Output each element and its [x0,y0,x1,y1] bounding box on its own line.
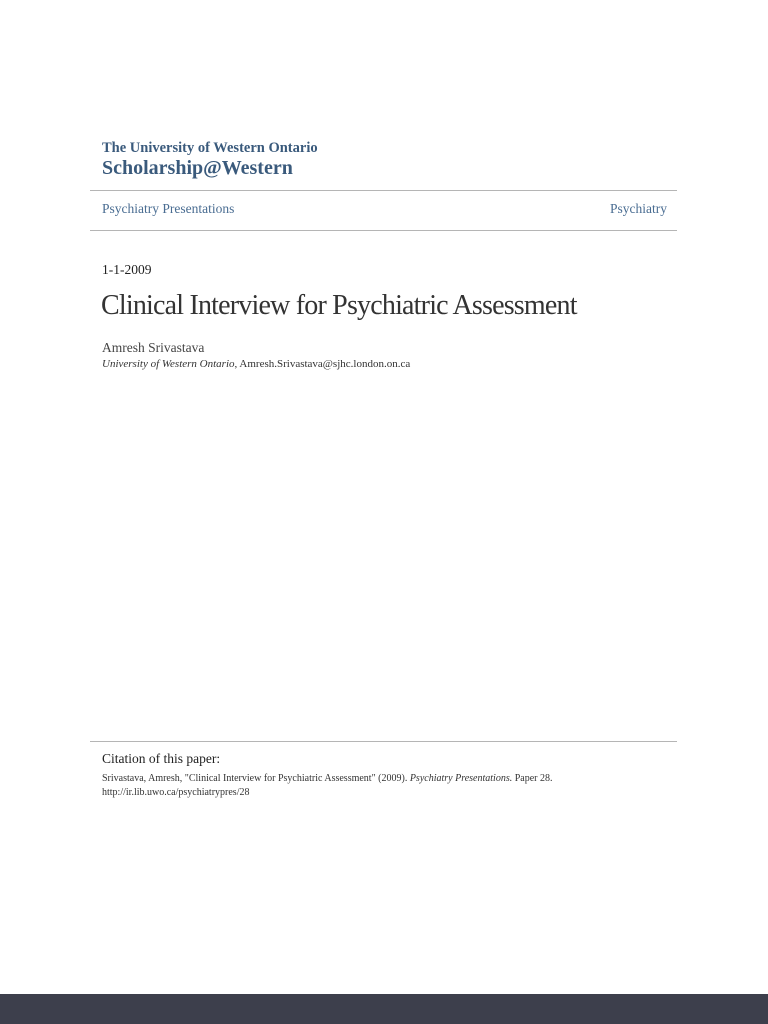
citation-text [102,772,553,800]
author-name: Amresh Srivastava [102,340,205,355]
paper-title: Clinical Interview for Psychiatric Assessment [101,290,577,321]
citation-heading: Citation of this paper: [102,751,221,766]
citation-suffix: Paper 28. [512,773,553,784]
series-link[interactable]: Psychiatry Presentations [102,201,235,216]
institution-name: University of Western Ontario [102,358,235,370]
university-name: The University of Western Ontario [102,140,318,156]
author-email[interactable]: Amresh.Srivastava@sjhc.london.on.ca [239,358,411,370]
citation-prefix: Srivastava, Amresh, "Clinical Interview for Psychiatric Assessment" (2009). [102,773,410,784]
citation-series: Psychiatry Presentations. [409,773,513,784]
publication-date: 1-1-2009 [102,262,152,277]
author-affiliation [102,358,410,370]
citation-divider [90,741,677,742]
footer-bar [0,994,768,1024]
repository-name: Scholarship@Western [102,157,293,179]
header-divider-top [90,190,677,191]
affiliation-separator: , [234,358,240,370]
citation-line [102,772,553,786]
department-link[interactable]: Psychiatry [610,201,667,216]
repository-header [102,140,318,179]
citation-url-line [102,786,553,800]
header-divider-bottom [90,230,677,231]
citation-url-link[interactable]: http://ir.lib.uwo.ca/psychiatrypres/28 [102,787,250,798]
